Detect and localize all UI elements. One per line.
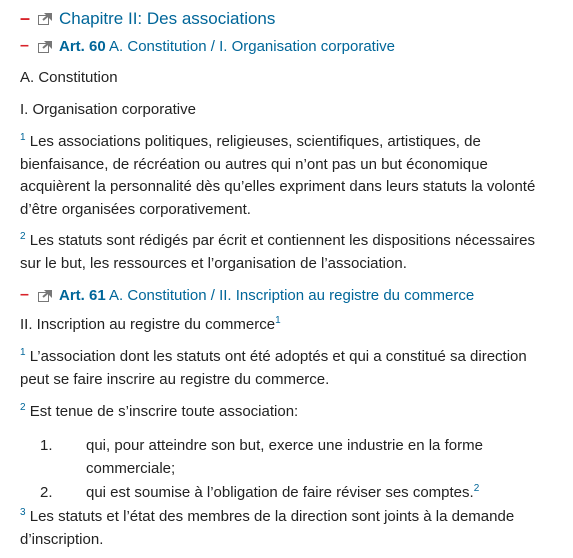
paragraph-art60-1 [20,131,555,221]
article-61-heading[interactable] [20,286,474,304]
paragraph-number: 1 [20,132,26,143]
article-61-title[interactable] [59,287,474,304]
external-link-icon[interactable] [38,12,53,25]
paragraph-number: 1 [20,347,26,358]
heading-i-organisation: I. Organisation corporative [20,101,196,118]
list-text-content: qui est soumise à l’obligation de faire réviser ses comptes. [86,484,474,501]
paragraph-text: Les statuts et l’état des membres de la direction sont joints à la demande d’inscription. [20,508,515,548]
list-number: 1. [40,437,53,454]
paragraph-number: 2 [20,402,26,413]
chapter-title[interactable]: Chapitre II: Des associations [59,8,276,28]
heading-text: II. Inscription au registre du commerce [20,316,276,333]
paragraph-art60-2 [20,230,555,275]
paragraph-text: Est tenue de s’inscrire toute association: [25,403,299,420]
paragraph-number: 3 [20,507,26,518]
collapse-toggle[interactable]: – [20,8,31,28]
list-text: qui, pour atteindre son but, exerce une industrie en la forme commerciale; [86,437,483,477]
list-item [20,435,555,480]
paragraph-text: L’association dont les statuts ont été adoptés et qui a constitué sa direction peut se faire inscrire au registre du commerce. [20,348,527,388]
heading-a-constitution: A. Constitution [20,69,118,86]
paragraph-art61-1 [20,346,555,391]
paragraph-text: Les associations politiques, religieuses, scientifiques, artistiques, de bienfaisance, de récréation ou autres qui n’ont pas un but économique acquièrent la personnalité dès qu’elles expriment dans leurs statuts la volonté d’être organisées corporativement. [20,133,536,218]
paragraph-number: 2 [20,231,26,242]
footnote-link[interactable]: 2 [473,483,480,494]
collapse-toggle[interactable]: – [20,37,29,54]
paragraph-art61-3 [20,506,555,551]
article-60-heading[interactable] [20,37,395,55]
list-text [86,482,555,505]
article-title-text: A. Constitution / I. Organisation corporative [105,37,396,55]
list-number: 2. [40,484,53,501]
paragraph-art61-2 [20,401,555,424]
article-60-title[interactable] [59,38,395,55]
chapter-heading[interactable] [20,8,275,29]
list-item [20,482,555,505]
article-number: Art. 61 [59,286,106,304]
external-link-icon[interactable] [38,289,53,302]
footnote-link[interactable]: 1 [275,315,281,326]
collapse-toggle[interactable]: – [20,286,29,303]
heading-ii-inscription [20,314,555,337]
external-link-icon[interactable] [38,40,53,53]
article-number: Art. 60 [59,37,106,55]
article-title-text: A. Constitution / II. Inscription au registre du commerce [105,286,475,304]
paragraph-text: Les statuts sont rédigés par écrit et contiennent les dispositions nécessaires sur le but, les ressources et l’organisation de l’association. [20,232,536,272]
